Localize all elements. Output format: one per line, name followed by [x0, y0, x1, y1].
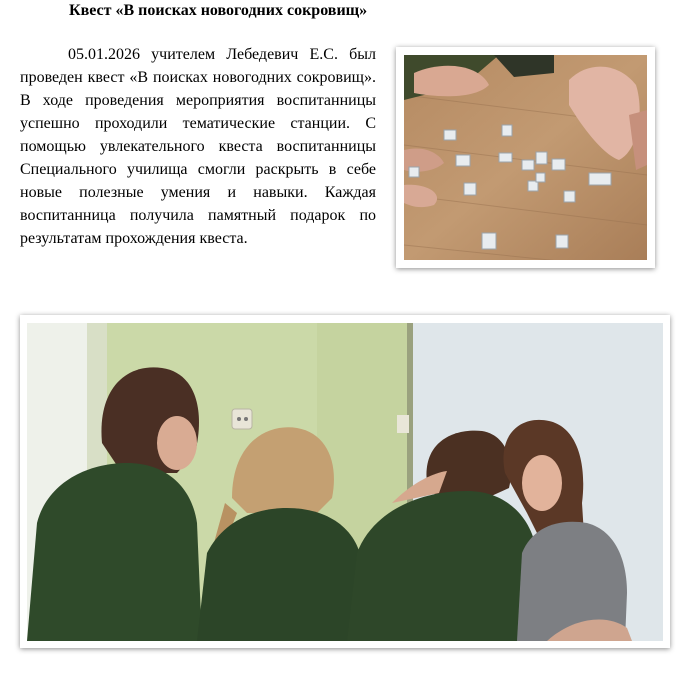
puzzle-photo-image: [404, 55, 647, 260]
puzzle-photo: [396, 47, 655, 268]
document-paragraph: 05.01.2026 учителем Лебедевич Е.С. был проведен квест «В поисках новогодних сокровищ». В ходе проведения мероприятия воспитанницы успешно проходили тематические станции. С помощью увлекательного квеста воспитанницы Специального училища смогли раскрыть в себе новые полезные умения и навыки. Каждая воспитанница получила памятный подарок по результатам прохождения квеста.: [20, 46, 376, 247]
group-photo-image: [27, 323, 663, 641]
document-title: Квест «В поисках новогодних сокровищ»: [69, 2, 368, 19]
group-photo: [20, 315, 670, 648]
